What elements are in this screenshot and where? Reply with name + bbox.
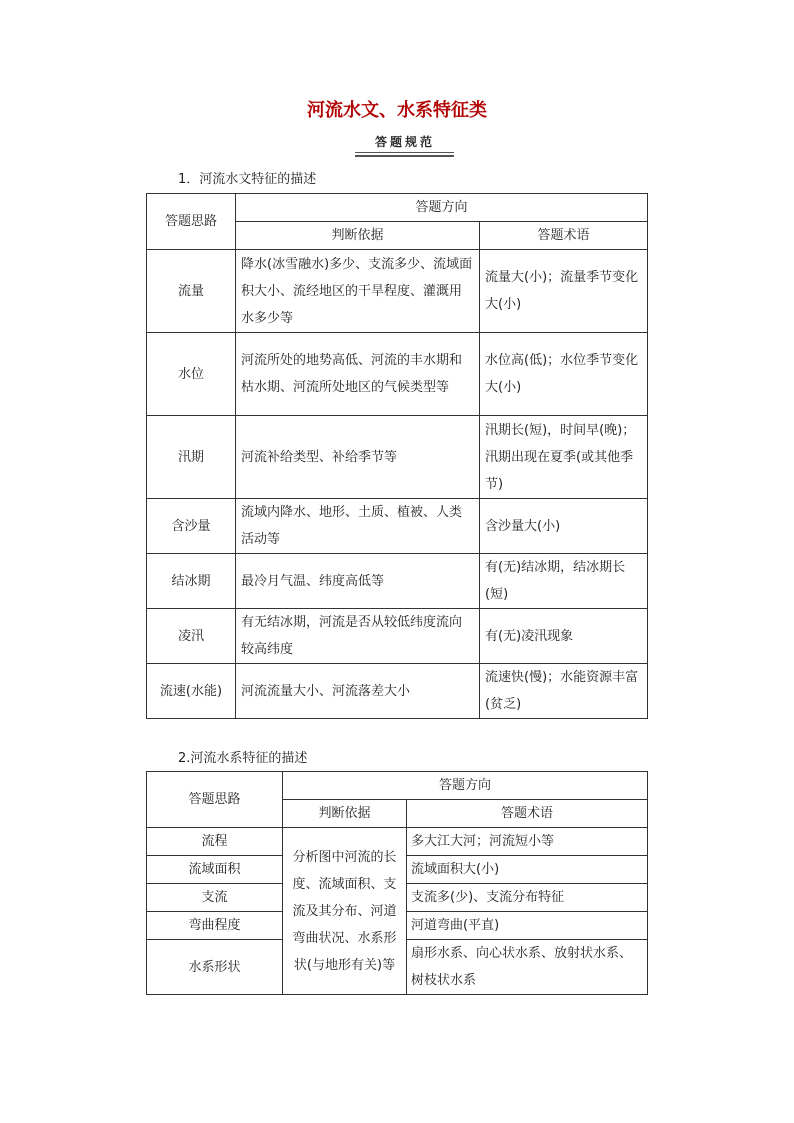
row-terms: 扇形水系、向心状水系、放射状水系、树枝状水系 bbox=[407, 940, 648, 995]
row-item: 汛期 bbox=[147, 416, 236, 499]
header-terms: 答题术语 bbox=[407, 800, 648, 828]
subtitle-underline-thick bbox=[355, 155, 454, 157]
river-system-table bbox=[146, 771, 648, 995]
row-basis: 河流所处的地势高低、河流的丰水期和枯水期、河流所处地区的气候类型等 bbox=[236, 333, 480, 416]
row-terms: 流速快(慢)；水能资源丰富(贫乏) bbox=[480, 664, 648, 719]
row-item: 含沙量 bbox=[147, 499, 236, 554]
row-terms: 汛期长(短)，时间早(晚)；汛期出现在夏季(或其他季节) bbox=[480, 416, 648, 499]
row-basis: 河流流量大小、河流落差大小 bbox=[236, 664, 480, 719]
section2-heading: 2.河流水系特征的描述 bbox=[178, 751, 308, 766]
row-terms: 河道弯曲(平直) bbox=[407, 912, 648, 940]
header-direction: 答题方向 bbox=[236, 194, 648, 222]
row-item: 流速(水能) bbox=[147, 664, 236, 719]
header-basis: 判断依据 bbox=[283, 800, 407, 828]
row-terms: 含沙量大(小) bbox=[480, 499, 648, 554]
row-basis: 河流补给类型、补给季节等 bbox=[236, 416, 480, 499]
hydrology-table bbox=[146, 193, 648, 719]
row-item: 弯曲程度 bbox=[147, 912, 283, 940]
section-subtitle: 答题规范 bbox=[374, 135, 435, 149]
table-row bbox=[147, 828, 648, 856]
row-item: 支流 bbox=[147, 884, 283, 912]
row-basis: 最冷月气温、纬度高低等 bbox=[236, 554, 480, 609]
row-terms: 流域面积大(小) bbox=[407, 856, 648, 884]
header-thinking: 答题思路 bbox=[147, 772, 283, 828]
row-item: 凌汛 bbox=[147, 609, 236, 664]
table-row bbox=[147, 499, 648, 554]
header-basis: 判断依据 bbox=[236, 222, 480, 250]
header-direction: 答题方向 bbox=[283, 772, 648, 800]
row-item: 流量 bbox=[147, 250, 236, 333]
table-row bbox=[147, 609, 648, 664]
page-title: 河流水文、水系特征类 bbox=[307, 100, 487, 121]
shared-basis: 分析图中河流的长度、流域面积、支流及其分布、河道弯曲状况、水系形状(与地形有关)等 bbox=[283, 828, 407, 995]
header-terms: 答题术语 bbox=[480, 222, 648, 250]
subtitle-underline bbox=[355, 152, 454, 153]
row-item: 水位 bbox=[147, 333, 236, 416]
row-basis: 降水(冰雪融水)多少、支流多少、流域面积大小、流经地区的干旱程度、灌溉用水多少等 bbox=[236, 250, 480, 333]
row-item: 流域面积 bbox=[147, 856, 283, 884]
table-row bbox=[147, 250, 648, 333]
row-terms: 有(无)结冰期，结冰期长(短) bbox=[480, 554, 648, 609]
row-terms: 多大江大河；河流短小等 bbox=[407, 828, 648, 856]
row-basis: 流域内降水、地形、土质、植被、人类活动等 bbox=[236, 499, 480, 554]
table-row bbox=[147, 416, 648, 499]
table-row bbox=[147, 664, 648, 719]
row-item: 结冰期 bbox=[147, 554, 236, 609]
row-basis: 有无结冰期，河流是否从较低纬度流向较高纬度 bbox=[236, 609, 480, 664]
section1-heading: 1．河流水文特征的描述 bbox=[178, 172, 317, 187]
row-terms: 水位高(低)；水位季节变化大(小) bbox=[480, 333, 648, 416]
table-row bbox=[147, 333, 648, 416]
row-item: 流程 bbox=[147, 828, 283, 856]
row-item: 水系形状 bbox=[147, 940, 283, 995]
row-terms: 支流多(少)、支流分布特征 bbox=[407, 884, 648, 912]
row-terms: 流量大(小)；流量季节变化大(小) bbox=[480, 250, 648, 333]
header-thinking: 答题思路 bbox=[147, 194, 236, 250]
row-terms: 有(无)凌汛现象 bbox=[480, 609, 648, 664]
table-row bbox=[147, 554, 648, 609]
